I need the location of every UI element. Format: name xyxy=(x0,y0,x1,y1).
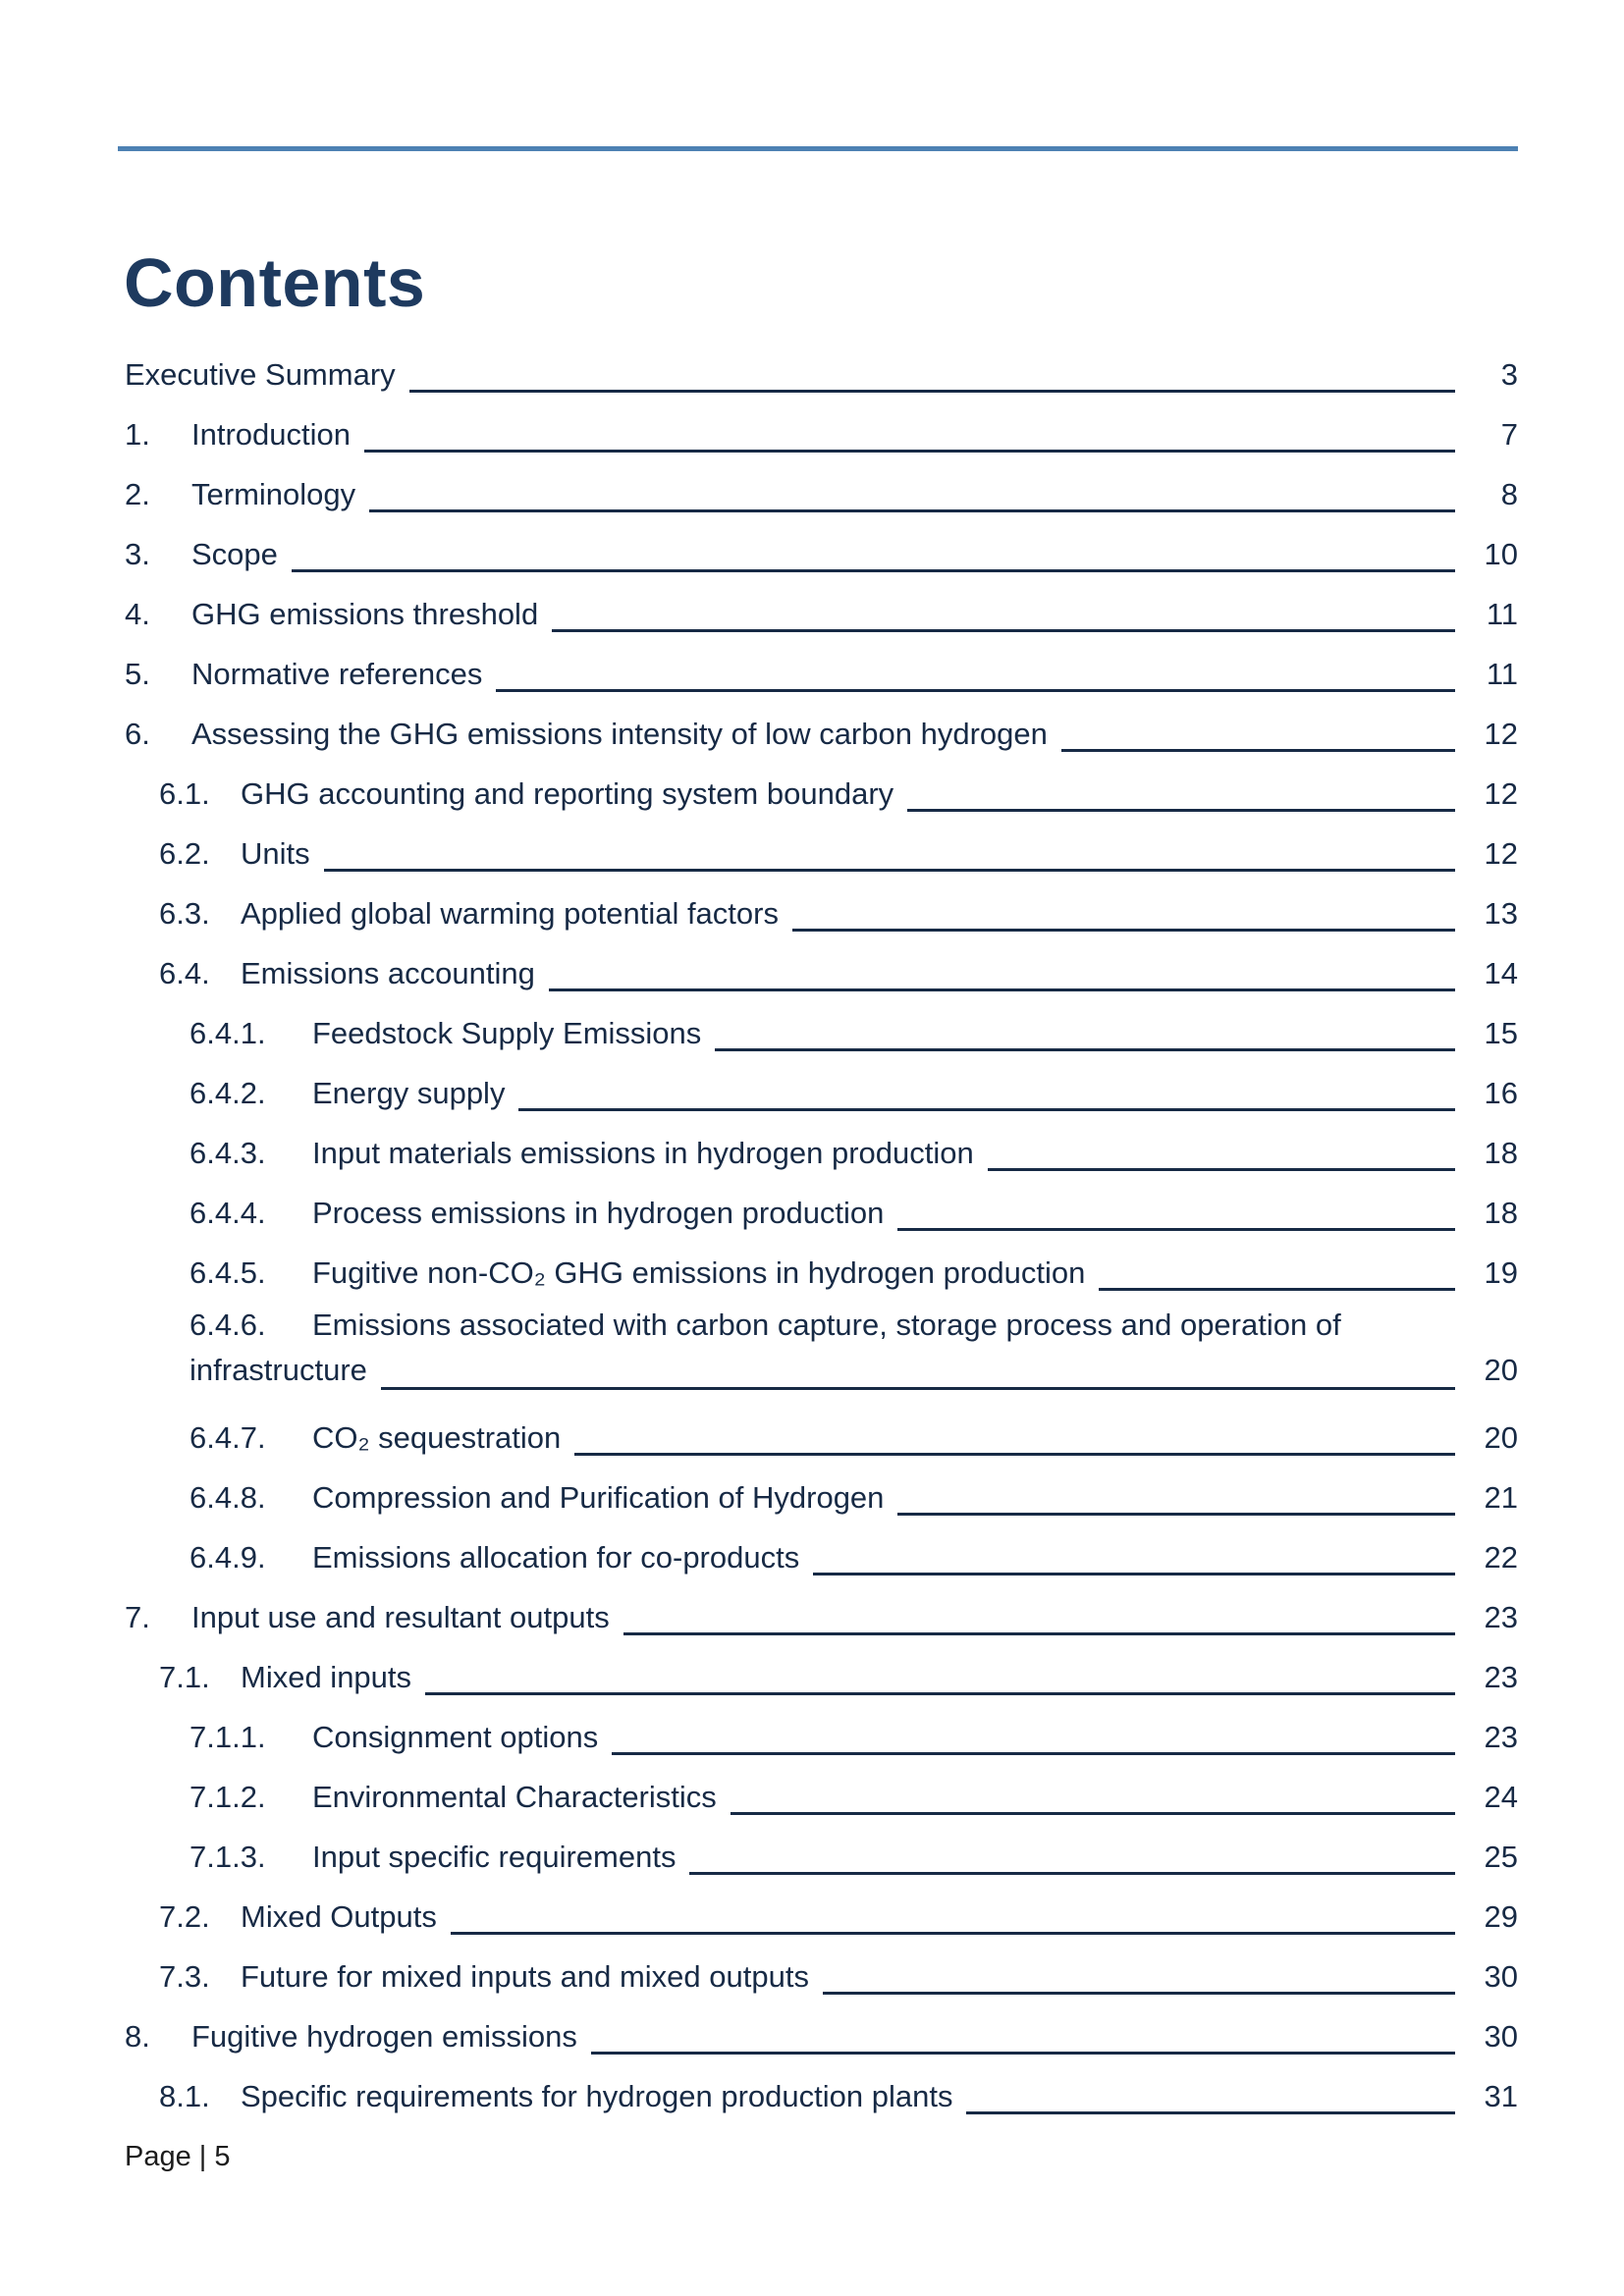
toc-page-number: 23 xyxy=(1484,1720,1518,1754)
toc-page-number: 18 xyxy=(1484,1196,1518,1230)
toc-leader-line xyxy=(792,883,1455,932)
toc-page-number: 13 xyxy=(1484,896,1518,931)
toc-page-number: 21 xyxy=(1484,1480,1518,1515)
toc-leader-line xyxy=(612,1707,1455,1755)
toc-entry[interactable] xyxy=(125,1827,1518,1887)
toc-entry-label: Emissions accounting xyxy=(241,956,535,990)
toc-entry-number: 5. xyxy=(125,657,150,691)
toc-entry[interactable] xyxy=(125,2006,1518,2066)
toc-entry-line1 xyxy=(189,1303,1518,1348)
toc-entry-number: 6.4.6. xyxy=(189,1308,266,1342)
toc-entry[interactable] xyxy=(125,824,1518,883)
toc-entry-number: 2. xyxy=(125,477,150,511)
toc-leader-line xyxy=(813,1527,1455,1575)
toc-entry-number: 7.1.1. xyxy=(189,1720,266,1754)
toc-entry-number: 7. xyxy=(125,1600,150,1634)
toc-page-number: 23 xyxy=(1484,1660,1518,1694)
toc-leader-line xyxy=(1061,704,1455,752)
toc-entry[interactable] xyxy=(125,524,1518,584)
toc-entry-number: 6.3. xyxy=(159,896,210,931)
toc-page-number: 29 xyxy=(1484,1899,1518,1934)
table-of-contents xyxy=(125,345,1518,2126)
page-title: Contents xyxy=(124,243,426,321)
toc-entry[interactable] xyxy=(125,704,1518,764)
toc-entry-label: Normative references xyxy=(191,657,483,691)
toc-entry-label: Scope xyxy=(191,537,278,571)
toc-leader-line xyxy=(591,2006,1455,2055)
toc-entry-label: Consignment options xyxy=(312,1720,599,1754)
toc-leader-line xyxy=(549,943,1455,991)
toc-entry-label: Mixed Outputs xyxy=(241,1899,437,1934)
toc-page-number: 20 xyxy=(1484,1420,1518,1455)
toc-entry-number: 8. xyxy=(125,2019,150,2054)
toc-entry-label: CO₂ sequestration xyxy=(312,1420,562,1455)
toc-entry-number: 6.1. xyxy=(159,776,210,811)
toc-entry-label: Specific requirements for hydrogen production plants xyxy=(241,2079,953,2113)
toc-entry-label: Emissions associated with carbon capture, storage process and operation of xyxy=(312,1308,1341,1342)
toc-entry-number: 7.1.2. xyxy=(189,1780,266,1814)
toc-entry-label: Applied global warming potential factors xyxy=(241,896,779,931)
toc-page-number: 11 xyxy=(1486,657,1518,691)
toc-leader-line xyxy=(715,1003,1455,1051)
toc-page-number: 23 xyxy=(1484,1600,1518,1634)
toc-entry-number: 8.1. xyxy=(159,2079,210,2113)
toc-entry-label: Assessing the GHG emissions intensity of low carbon hydrogen xyxy=(191,717,1048,751)
toc-entry-label: Introduction xyxy=(191,417,351,452)
toc-leader-line xyxy=(451,1887,1455,1935)
toc-entry-label: GHG accounting and reporting system boundary xyxy=(241,776,894,811)
toc-entry-label: Units xyxy=(241,836,310,871)
toc-page-number: 18 xyxy=(1484,1136,1518,1170)
toc-entry-number: 6.2. xyxy=(159,836,210,871)
toc-entry-number: 7.1.3. xyxy=(189,1840,266,1874)
toc-entry[interactable] xyxy=(125,1183,1518,1243)
toc-leader-line xyxy=(689,1827,1455,1875)
toc-entry[interactable] xyxy=(125,1887,1518,1947)
toc-leader-line xyxy=(897,1183,1455,1231)
toc-leader-line xyxy=(518,1063,1455,1111)
toc-leader-line xyxy=(574,1408,1455,1456)
toc-entry[interactable] xyxy=(125,2066,1518,2126)
toc-entry[interactable] xyxy=(125,1468,1518,1527)
toc-leader-line xyxy=(552,584,1455,632)
toc-entry[interactable] xyxy=(125,1003,1518,1063)
toc-entry-number: 6.4.4. xyxy=(189,1196,266,1230)
toc-page-number: 22 xyxy=(1484,1540,1518,1575)
toc-page-number: 16 xyxy=(1484,1076,1518,1110)
toc-leader-line xyxy=(292,524,1455,572)
toc-entry-number: 6.4.7. xyxy=(189,1420,266,1455)
toc-page-number: 3 xyxy=(1500,357,1518,392)
toc-entry[interactable] xyxy=(125,883,1518,943)
toc-page-number: 15 xyxy=(1484,1016,1518,1050)
toc-entry[interactable] xyxy=(125,644,1518,704)
toc-entry-label: Fugitive non-CO₂ GHG emissions in hydrogen production xyxy=(312,1255,1086,1290)
toc-entry[interactable] xyxy=(125,1063,1518,1123)
toc-entry-label: Emissions allocation for co-products xyxy=(312,1540,800,1575)
toc-page-number: 30 xyxy=(1484,1959,1518,1994)
toc-entry-number: 3. xyxy=(125,537,150,571)
toc-page-number: 25 xyxy=(1484,1840,1518,1874)
toc-page-number: 12 xyxy=(1484,836,1518,871)
toc-page-number: 10 xyxy=(1484,537,1518,571)
toc-entry-label: Future for mixed inputs and mixed outputs xyxy=(241,1959,809,1994)
toc-entry-label: Input specific requirements xyxy=(312,1840,677,1874)
toc-entry-label: Fugitive hydrogen emissions xyxy=(191,2019,577,2054)
toc-entry[interactable] xyxy=(125,943,1518,1003)
toc-entry-label: Process emissions in hydrogen production xyxy=(312,1196,885,1230)
toc-entry-number: 1. xyxy=(125,417,150,452)
toc-leader-line xyxy=(425,1647,1455,1695)
toc-leader-line xyxy=(623,1587,1455,1635)
toc-entry[interactable] xyxy=(125,584,1518,644)
toc-entry-number: 6.4.9. xyxy=(189,1540,266,1575)
toc-entry-number: 7.1. xyxy=(159,1660,210,1694)
toc-leader-line xyxy=(823,1947,1455,1995)
toc-leader-line xyxy=(369,464,1455,512)
toc-entry-number: 4. xyxy=(125,597,150,631)
toc-entry[interactable] xyxy=(125,1647,1518,1707)
toc-entry[interactable] xyxy=(125,1243,1518,1303)
toc-entry-label: Input materials emissions in hydrogen production xyxy=(312,1136,974,1170)
toc-page-number: 20 xyxy=(1484,1353,1518,1387)
toc-entry[interactable] xyxy=(125,345,1518,404)
toc-page-number: 31 xyxy=(1484,2079,1518,2113)
toc-entry[interactable] xyxy=(125,1707,1518,1767)
toc-leader-line xyxy=(988,1123,1455,1171)
toc-leader-line xyxy=(381,1348,1455,1390)
toc-page-number: 19 xyxy=(1484,1255,1518,1290)
toc-page-number: 12 xyxy=(1484,717,1518,751)
toc-leader-line xyxy=(324,824,1455,872)
toc-entry[interactable] xyxy=(125,1947,1518,2006)
toc-entry-label: Mixed inputs xyxy=(241,1660,412,1694)
toc-leader-line xyxy=(897,1468,1455,1516)
toc-leader-line xyxy=(496,644,1455,692)
toc-entry-label: Terminology xyxy=(191,477,356,511)
toc-page-number: 12 xyxy=(1484,776,1518,811)
toc-entry-line2 xyxy=(189,1348,1518,1408)
toc-entry-number: 6.4. xyxy=(159,956,210,990)
toc-entry-number: 6.4.1. xyxy=(189,1016,266,1050)
toc-entry[interactable] xyxy=(125,464,1518,524)
toc-leader-line xyxy=(731,1767,1455,1815)
toc-entry[interactable] xyxy=(125,764,1518,824)
page-footer-label: Page | 5 xyxy=(125,2141,231,2172)
toc-entry-label: Environmental Characteristics xyxy=(312,1780,717,1814)
toc-leader-line xyxy=(907,764,1455,812)
header-rule xyxy=(118,146,1518,151)
toc-entry-label: Executive Summary xyxy=(125,357,396,392)
toc-entry-label: Compression and Purification of Hydrogen xyxy=(312,1480,885,1515)
toc-entry[interactable] xyxy=(125,1303,1518,1408)
toc-entry[interactable] xyxy=(125,1408,1518,1468)
toc-entry-label: GHG emissions threshold xyxy=(191,597,539,631)
toc-entry-number: 6.4.8. xyxy=(189,1480,266,1515)
toc-entry-label: Feedstock Supply Emissions xyxy=(312,1016,702,1050)
toc-page-number: 11 xyxy=(1486,597,1518,631)
toc-page-number: 24 xyxy=(1484,1780,1518,1814)
toc-leader-line xyxy=(966,2066,1455,2114)
toc-entry-number: 7.2. xyxy=(159,1899,210,1934)
toc-leader-line xyxy=(1099,1243,1455,1291)
toc-entry[interactable] xyxy=(125,1527,1518,1587)
toc-entry[interactable] xyxy=(125,1123,1518,1183)
toc-entry-number: 6.4.2. xyxy=(189,1076,266,1110)
toc-page-number: 7 xyxy=(1500,417,1518,452)
toc-page-number: 8 xyxy=(1500,477,1518,511)
toc-entry-number: 6.4.5. xyxy=(189,1255,266,1290)
toc-entry-number: 6. xyxy=(125,717,150,751)
toc-entry-number: 6.4.3. xyxy=(189,1136,266,1170)
toc-entry-label: Energy supply xyxy=(312,1076,506,1110)
toc-page-number: 14 xyxy=(1484,956,1518,990)
toc-leader-line xyxy=(364,404,1455,453)
toc-entry[interactable] xyxy=(125,1767,1518,1827)
toc-page-number: 30 xyxy=(1484,2019,1518,2054)
toc-entry[interactable] xyxy=(125,404,1518,464)
toc-entry[interactable] xyxy=(125,1587,1518,1647)
toc-entry-label: Input use and resultant outputs xyxy=(191,1600,610,1634)
toc-entry-label-continued: infrastructure xyxy=(189,1353,367,1387)
toc-leader-line xyxy=(409,345,1455,393)
toc-entry-number: 7.3. xyxy=(159,1959,210,1994)
